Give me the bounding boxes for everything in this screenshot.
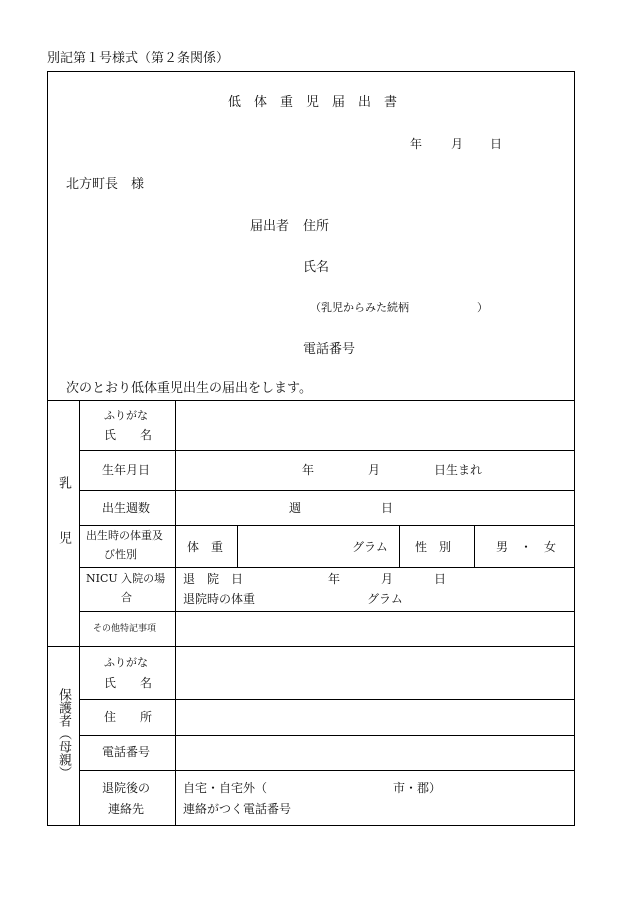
contact-label-1: 退院後の: [102, 781, 151, 795]
guardian-name-label: 氏 名: [104, 676, 153, 690]
discharge-weight-label: 退院時の体重: [183, 592, 256, 606]
guardian-section-label: 保護者（母親）: [56, 688, 71, 779]
infant-section-label: 乳児: [56, 476, 71, 586]
discharge-date-label: 退 院 日: [183, 572, 244, 586]
home-option: 自宅・自宅外（: [183, 781, 268, 795]
gestation-field[interactable]: [176, 491, 574, 524]
infant-name-field[interactable]: [176, 401, 574, 449]
weight-label: 体 重: [187, 540, 224, 554]
discharge-year: 年: [328, 572, 341, 586]
infant-name-label: 氏 名: [104, 428, 153, 442]
discharge-month: 月: [381, 572, 394, 586]
guardian-name-field[interactable]: [176, 647, 574, 698]
dob-month: 月: [368, 463, 381, 477]
nicu-field[interactable]: [176, 568, 574, 610]
contact-label-2: 連絡先: [108, 802, 145, 816]
city-suffix: 市・郡）: [393, 781, 442, 795]
contact-field[interactable]: [176, 771, 574, 825]
notes-field[interactable]: [176, 612, 574, 645]
relation-open: （乳児からみた続柄: [310, 301, 409, 314]
contact-phone-label: 連絡がつく電話番号: [183, 802, 292, 816]
birth-weight-label-2: び性別: [104, 548, 137, 561]
dob-field[interactable]: [176, 451, 574, 489]
applicant-address-label: 住所: [303, 219, 330, 234]
discharge-gram: グラム: [367, 592, 403, 606]
date-month: 月: [451, 137, 464, 151]
nicu-label-2: 合: [121, 591, 132, 604]
form-number: 別記第１号様式（第２条関係）: [47, 51, 230, 66]
date-year: 年: [410, 137, 423, 151]
relation-close: ）: [477, 301, 488, 314]
gestation-week: 週: [289, 501, 302, 515]
applicant-name-label: 氏名: [303, 260, 330, 275]
date-day: 日: [490, 137, 503, 151]
form-title: 低体重児届出書: [228, 95, 411, 110]
birth-weight-field[interactable]: [238, 526, 398, 566]
weight-gram: グラム: [352, 540, 388, 554]
guardian-address-field[interactable]: [176, 700, 574, 734]
applicant-phone-label: 電話番号: [303, 342, 356, 357]
gestation-day: 日: [381, 501, 394, 515]
dob-label: 生年月日: [102, 463, 151, 477]
sex-col-line: [399, 525, 400, 567]
applicant-label: 届出者: [250, 219, 290, 234]
discharge-day: 日: [434, 572, 447, 586]
addressee: 北方町長 様: [66, 177, 145, 192]
notes-label: その他特記事項: [93, 624, 157, 634]
birth-weight-label-1: 出生時の体重及: [86, 529, 163, 542]
dob-suffix: 日生まれ: [434, 463, 483, 477]
sex-value-col-line: [474, 525, 475, 567]
section-col-line: [79, 400, 80, 826]
guardian-phone-field[interactable]: [176, 736, 574, 769]
nicu-label-1: NICU 入院の場: [86, 572, 166, 585]
infant-furigana-label: ふりがな: [104, 409, 148, 422]
sex-label: 性 別: [415, 540, 452, 554]
statement: 次のとおり低体重児出生の届出をします。: [66, 381, 312, 396]
dob-year: 年: [302, 463, 315, 477]
gestation-label: 出生週数: [102, 501, 151, 515]
sex-options[interactable]: 男 ・ 女: [496, 540, 557, 554]
guardian-furigana-label: ふりがな: [104, 656, 148, 669]
guardian-phone-label: 電話番号: [102, 745, 151, 759]
guardian-address-label: 住 所: [104, 710, 153, 724]
